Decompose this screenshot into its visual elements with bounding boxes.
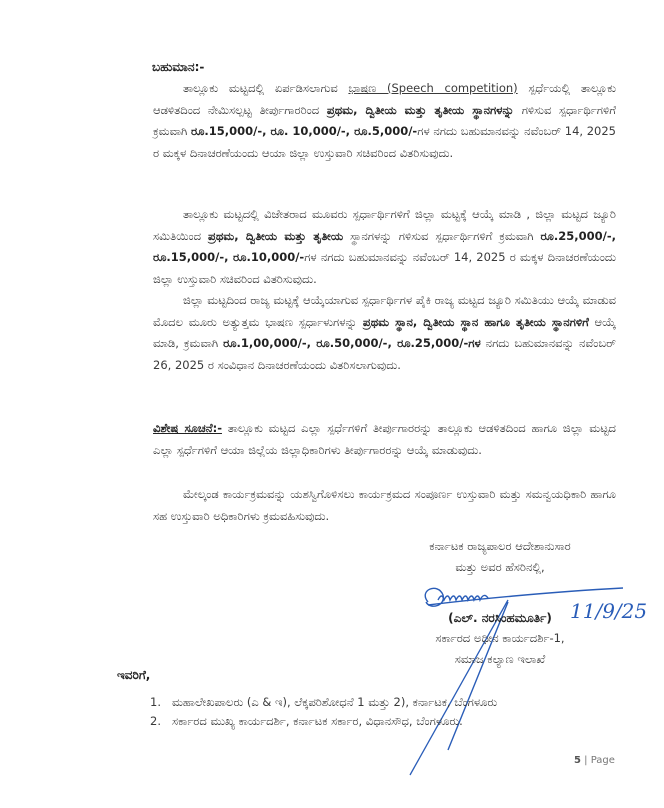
text-segment: ತಾಲ್ಲೂಕು ಮಟ್ಟದಲ್ಲಿ ಏರ್ಪಡಿಸಲಾಗುವ bbox=[183, 81, 349, 95]
text-segment: ಸ್ಪರ್ಧೆಯಲ್ಲಿ ತಾಲ್ಲೂಕು ಆಡಳಿತದಿಂದ ನೇಮಿಸಲ್ಪಟ್ಟ ತೀರ್ಪುಗಾರರಿಂದ bbox=[153, 81, 616, 117]
authority-block bbox=[370, 536, 630, 578]
text-segment: ಜಿಲ್ಲಾ ಮಟ್ಟದಿಂದ ರಾಜ್ಯ ಮಟ್ಟಕ್ಕೆ ಆಯ್ಕೆಯಾಗುವ ಸ್ಪರ್ಧಾರ್ಥಿಗಳ ಪೈಕಿ ರಾಜ್ಯ ಮಟ್ಟದ ಜ್ಯೂರಿ ಸಮಿತಿಯು ಆಯ್ಕೆ ಮಾಡುವ ಮೊದಲ ಮೂರು ಅತ್ಯುತ್ತಮ ಭಾಷಣ ಸ್ಪರ್ಧಾಳುಗಳನ್ನು bbox=[153, 293, 616, 329]
text-segment: ಪ್ರಥಮ ಸ್ಥಾನ, ದ್ವಿತೀಯ ಸ್ಥಾನ ಹಾಗೂ ತೃತೀಯ ಸ್ಥಾನಗಳಿಗೆ bbox=[362, 314, 589, 329]
text-segment: ತಾಲ್ಲೂಕು ಮಟ್ಟದಲ್ಲಿ ವಿಜೇತರಾದ ಮೂವರು ಸ್ಪರ್ಧಾರ್ಥಿಗಳಿಗೆ ಜಿಲ್ಲಾ ಮಟ್ಟಕ್ಕೆ ಆಯ್ಕೆ ಮಾಡಿ , ಜಿಲ್ಲಾ ಮಟ್ಟದ ಜ್ಯೂರಿ ಸಮಿತಿಯಿಂದ bbox=[153, 207, 616, 243]
authority-line: ಕರ್ನಾಟಕ ರಾಜ್ಯಪಾಲರ ಆದೇಶಾನುಸಾರ bbox=[429, 539, 571, 553]
text-segment: ಗಳಿಸುವ ಸ್ಪರ್ಧಾರ್ಥಿಗಳಿಗೆ ಕ್ರಮವಾಗಿ bbox=[153, 102, 616, 138]
recipients-label: ಇವರಿಗೆ, bbox=[117, 668, 151, 682]
designation-line: ಸರ್ಕಾರದ ಅಧೀನ ಕಾರ್ಯದರ್ಶಿ-1, bbox=[435, 631, 565, 645]
text-segment: ರೂ.15,000/-, ರೂ. 10,000/-, ರೂ.5,000/- bbox=[191, 124, 418, 138]
recipients-list bbox=[150, 693, 497, 731]
signature-date: 11/9/25 bbox=[570, 599, 648, 623]
paragraph-special-note bbox=[153, 418, 616, 461]
text-segment: ಆಯ್ಕೆ ಮಾಡಿ, ಕ್ರಮವಾಗಿ bbox=[153, 314, 616, 350]
paragraph-state-prizes bbox=[153, 290, 616, 376]
designation-line: ಸಮಾಜ ಕಲ್ಯಾಣ ಇಲಾಖೆ bbox=[454, 652, 546, 666]
paragraph-coordination bbox=[153, 484, 616, 527]
paragraph-district-prizes bbox=[153, 204, 616, 290]
item-number: 2. bbox=[150, 714, 161, 728]
page-num: 5 bbox=[574, 755, 581, 766]
item-number: 1. bbox=[150, 695, 161, 709]
text-segment: ನಗದು ಬಹುಮಾನವನ್ನು ನವೆಂಬರ್ 26, 2025 ರ ಸಂವಿಧಾನ ದಿನಾಚರಣೆಯಂದು ವಿತರಿಸಲಾಗುವುದು. bbox=[153, 336, 616, 372]
text-segment: ರೂ.1,00,000/-, ರೂ.50,000/-, ರೂ.25,000/-ಗಳ bbox=[223, 336, 481, 350]
item-text: ಮಹಾಲೇಖಪಾಲರು (ಎ & ಇ), ಲೆಕ್ಕಪರಿಶೋಧನೆ 1 ಮತ್ತು 2), ಕರ್ನಾಟಕ, ಬೆಂಗಳೂರು bbox=[172, 695, 498, 709]
item-text: ಸರ್ಕಾರದ ಮುಖ್ಯ ಕಾರ್ಯದರ್ಶಿ, ಕರ್ನಾಟಕ ಸರ್ಕಾರ, ವಿಧಾನಸೌಧ, ಬೆಂಗಳೂರು. bbox=[172, 714, 463, 728]
paragraph-taluk-prizes bbox=[153, 78, 616, 164]
text-segment: ಪ್ರಥಮ, ದ್ವಿತೀಯ ಮತ್ತು ತೃತೀಯ ಸ್ಥಾನಗಳನ್ನು bbox=[326, 102, 515, 117]
text-segment: ಪ್ರಥಮ, ದ್ವಿತೀಯ ಮತ್ತು ತೃತೀಯ bbox=[207, 228, 344, 243]
section-heading: ಬಹುಮಾನ:- bbox=[152, 60, 205, 74]
page-number bbox=[574, 755, 615, 766]
list-item bbox=[150, 712, 497, 731]
list-item bbox=[150, 693, 497, 712]
text-segment: ಗಳ ನಗದು ಬಹುಮಾನವನ್ನು ನವೆಂಬರ್ 14, 2025 ರ ಮಕ್ಕಳ ದಿನಾಚರಣೆಯಂದು ಜಿಲ್ಲಾ ಉಸ್ತುವಾರಿ ಸಚಿವರಿಂದ ವಿತರಿಸುವುದು. bbox=[153, 250, 616, 286]
text-segment: ಸ್ಥಾನಗಳನ್ನು ಗಳಿಸುವ ಸ್ಪರ್ಧಾರ್ಥಿಗಳಿಗೆ ಕ್ರಮವಾಗಿ bbox=[343, 228, 541, 243]
text-segment: ಮೇಲ್ಕಂಡ ಕಾರ್ಯಕ್ರಮವನ್ನು ಯಶಸ್ವಿಗೊಳಿಸಲು ಕಾರ್ಯಕ್ರಮದ ಸಂಪೂರ್ಣ ಉಸ್ತುವಾರಿ ಮತ್ತು ಸಮನ್ವಯಧಿಕಾರಿ ಹಾಗೂ ಸಹ ಉಸ್ತುವಾರಿ ಅಧಿಕಾರಿಗಳು ಕ್ರಮವಹಿಸುವುದು. bbox=[153, 487, 616, 523]
text-segment: ತಾಲ್ಲೂಕು ಮಟ್ಟದ ಎಲ್ಲಾ ಸ್ಪರ್ಧೆಗಳಿಗೆ ತೀರ್ಪುಗಾರರನ್ನು ತಾಲ್ಲೂಕು ಆಡಳಿತದಿಂದ ಹಾಗೂ ಜಿಲ್ಲಾ ಮಟ್ಟದ ಎಲ್ಲಾ ಸ್ಪರ್ಧೆಗಳಿಗೆ ಆಯಾ ಜಿಲ್ಲೆಯ ಜಿಲ್ಲಾಧಿಕಾರಿಗಳು ತೀರ್ಪುಗಾರರನ್ನು ಆಯ್ಕೆ ಮಾಡುವುದು. bbox=[153, 421, 616, 457]
page-label: Page bbox=[590, 755, 615, 766]
text-segment: ವಿಶೇಷ ಸೂಚನೆ:- bbox=[153, 421, 222, 435]
authority-line: ಮತ್ತು ಅವರ ಹೆಸರಿನಲ್ಲಿ, bbox=[455, 560, 545, 574]
text-segment: ಗಳ ನಗದು ಬಹುಮಾನವನ್ನು ನವೆಂಬರ್ 14, 2025 ರ ಮಕ್ಕಳ ದಿನಾಚರಣೆಯಂದು ಆಯಾ ಜಿಲ್ಲಾ ಉಸ್ತುವಾರಿ ಸಚಿವರಿಂದ ವಿತರಿಸುವುದು. bbox=[153, 124, 617, 160]
signatory-designation bbox=[380, 628, 620, 670]
text-segment: ರೂ.25,000/-, ರೂ.15,000/-, ರೂ.10,000/- bbox=[153, 228, 616, 264]
signatory-name: (ಎಲ್. ನರಸಿಂಹಮೂರ್ತಿ) bbox=[448, 611, 552, 625]
text-segment: ಭಾಷಣ (Speech competition) bbox=[348, 81, 518, 95]
page-sep: | bbox=[580, 755, 591, 766]
